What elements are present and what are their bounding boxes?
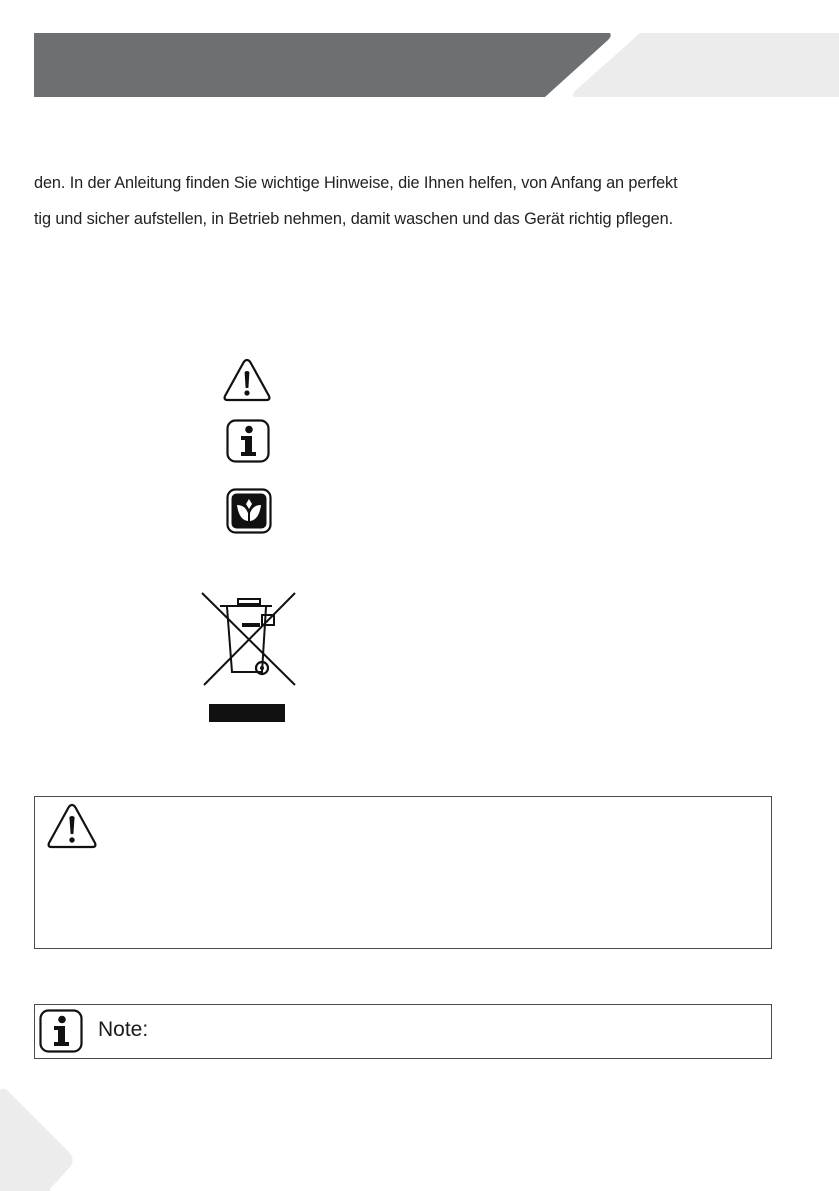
weee-crossed-bin-icon: [200, 590, 298, 725]
info-icon: [226, 419, 270, 463]
note-info-icon: [39, 1009, 83, 1053]
header-banner: [0, 0, 839, 110]
warning-box: [34, 796, 772, 949]
warning-icon: [222, 357, 272, 403]
header-tab: [573, 33, 839, 97]
eco-icon: [226, 488, 272, 534]
intro-line-2: tig und sicher aufstellen, in Betrieb nehmen, damit waschen und das Gerät richtig pflegen.: [34, 210, 674, 228]
note-label: Note:: [98, 1018, 149, 1041]
corner-tab: [0, 1085, 80, 1191]
intro-line-1: den. In der Anleitung finden Sie wichtige Hinweise, die Ihnen helfen, von Anfang an perfekt: [34, 174, 678, 192]
warning-box-icon: [45, 802, 99, 850]
header-band: [34, 33, 611, 97]
weee-black-bar: [209, 704, 285, 722]
